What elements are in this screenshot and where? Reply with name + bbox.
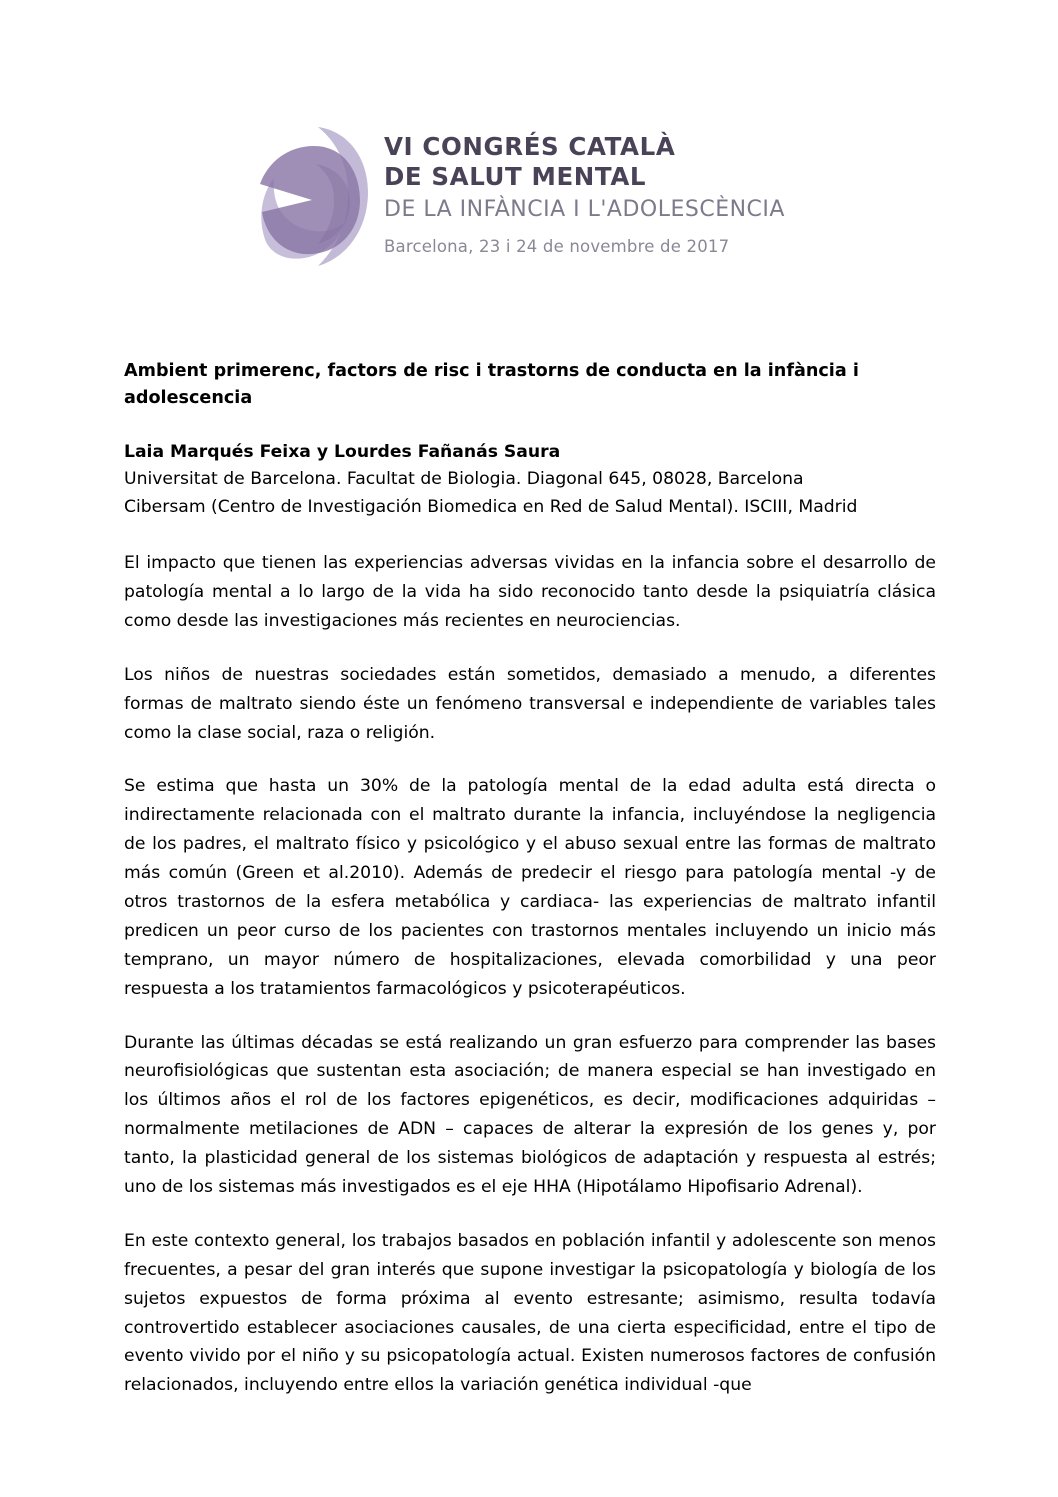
page-title: Ambient primerenc, factors de risc i trastorns de conducta en la infància i adolescencia <box>124 361 859 409</box>
body-paragraph: En este contexto general, los trabajos basados en población infantil y adolescente son menos frecuentes, a pesar del gran interés que supone investigar la psicopatología y biología de los sujetos expuestos de forma próxima al evento estresante; asimismo, resulta todavía controvertido establecer asociaciones causales, de una cierta especificidad, entre el tipo de evento vivido por el niño y su psicopatología actual. Existen numerosos factores de confusión relacionados, incluyendo entre ellos la variación genética individual -que <box>124 1230 936 1396</box>
body-paragraph: Los niños de nuestras sociedades están sometidos, demasiado a menudo, a diferentes formas de maltrato siendo éste un fenómeno transversal e independiente de variables tales como la clase social, raza o religión. <box>124 664 936 743</box>
body-paragraph: Se estima que hasta un 30% de la patología mental de la edad adulta está directa o indirectamente relacionada con el maltrato durante la infancia, incluyéndose la negligencia de los padres, el maltrato físico y psicológico y el abuso sexual entre las formas de maltrato más común (Green et al.2010). Además de predecir el riesgo para patología mental -y de otros trastornos de la esfera metabólica y cardiaca- las experiencias de maltrato infantil predicen un peor curso de los pacientes con trastornos mentales incluyendo un inicio más temprano, un mayor número de hospitalizaciones, elevada comorbilidad y una peor respuesta a los tratamientos farmacológicos y psicoterapéuticos. <box>124 776 936 999</box>
body-paragraph: El impacto que tienen las experiencias adversas vividas en la infancia sobre el desarrollo de patología mental a lo largo de la vida ha sido reconocido tanto desde la psiquiatría clásica como desde las investigaciones más recientes en neurociencias. <box>124 553 936 631</box>
author-affiliation-block <box>124 439 936 523</box>
body-paragraph: Durante las últimas décadas se está realizando un gran esfuerzo para comprender las bases neurofisiológicas que sustentan esta asociación; de manera especial se han investigado en los últimos años el rol de los factores epigenéticos, es decir, modificaciones adquiridas – normalmente metilaciones de ADN – capaces de alterar la expresión de los genes y, por tanto, la plasticidad general de los sistemas biológicos de adaptación y respuesta al estrés; uno de los sistemas más investigados es el eje HHA (Hipotálamo Hipofisario Adrenal). <box>124 1032 936 1198</box>
logo-date-location-line: Barcelona, 23 i 24 de novembre de 2017 <box>384 236 730 256</box>
document-body <box>124 358 936 1400</box>
overlapping-purple-petals-logo <box>256 124 378 274</box>
congress-logo-lockup <box>256 124 856 284</box>
affiliation-line-1: Universitat de Barcelona. Facultat de Biologia. Diagonal 645, 08028, Barcelona <box>124 469 804 490</box>
logo-text-block <box>384 124 785 260</box>
author-names: Laia Marqués Feixa y Lourdes Fañanás Saura <box>124 441 561 462</box>
logo-title-line-2: DE SALUT MENTAL <box>384 162 647 192</box>
affiliation-line-2: Cibersam (Centro de Investigación Biomedica en Red de Salud Mental). ISCIII, Madrid <box>124 497 858 518</box>
logo-title-line-1: VI CONGRÉS CATALÀ <box>384 132 676 161</box>
logo-subtitle-line: DE LA INFÀNCIA I L'ADOLESCÈNCIA <box>384 196 785 222</box>
